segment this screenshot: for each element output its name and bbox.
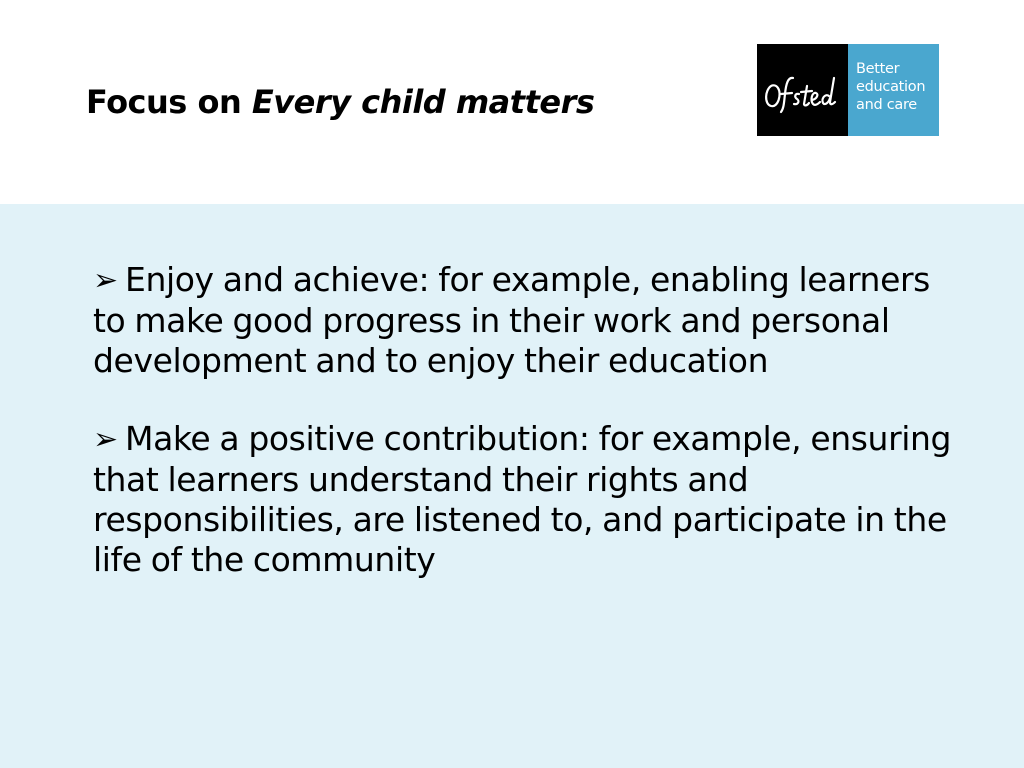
tagline-line-1: Better <box>856 61 900 77</box>
bullet-item <box>93 260 953 381</box>
ofsted-logo <box>757 44 939 136</box>
right-arrow-bullet-icon: ➢ <box>93 263 118 298</box>
ofsted-wordmark-icon <box>757 44 848 136</box>
slide-header <box>0 0 1024 204</box>
slide-title <box>86 80 594 124</box>
tagline-line-2: education <box>856 79 926 95</box>
slide-content <box>0 204 1024 768</box>
title-prefix: Focus on <box>86 83 252 121</box>
right-arrow-bullet-icon: ➢ <box>93 422 118 457</box>
bullet-text: Make a positive contribution: for example, ensuring that learners understand their rights and responsibilities, are listened to, and participate in the life of the community <box>93 419 952 579</box>
tagline-line-3: and care <box>856 97 917 113</box>
title-emphasis: Every child matters <box>251 83 595 121</box>
bullet-list <box>93 260 953 618</box>
ofsted-wordmark-logo <box>757 44 848 136</box>
bullet-text: Enjoy and achieve: for example, enabling learners to make good progress in their work and personal development and to enjoy their education <box>93 260 930 380</box>
ofsted-tagline <box>848 44 939 136</box>
bullet-item <box>93 419 953 580</box>
